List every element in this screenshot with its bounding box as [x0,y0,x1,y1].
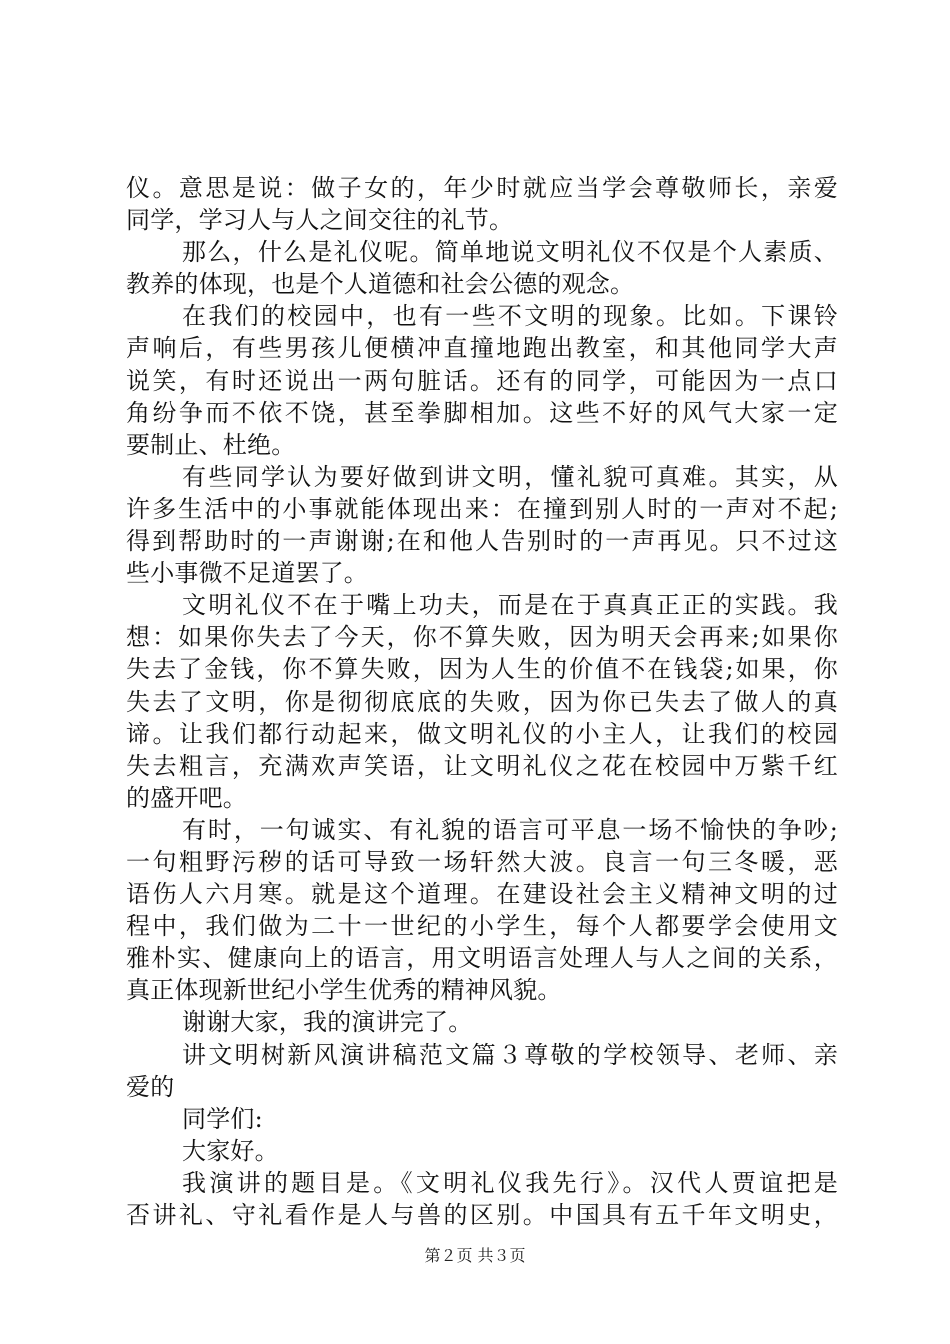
text-line: 我演讲的题目是。《文明礼仪我先行》。汉代人贾谊把是 [182,1168,838,1197]
text-line: 失去粗言，充满欢声笑语，让文明礼仪之花在校园中万紫千红 [126,751,838,780]
text-line: 教养的体现，也是个人道德和社会公德的观念。 [126,270,635,299]
text-line: 雅朴实、健康向上的语言，用文明语言处理人与人之间的关系， [126,944,838,973]
text-line: 要制止、杜绝。 [126,430,296,459]
text-line: 的盛开吧。 [126,783,247,812]
text-line: 那么，什么是礼仪呢。简单地说文明礼仪不仅是个人素质、 [182,238,838,267]
text-line: 爱的 [126,1072,175,1101]
text-line: 在我们的校园中，也有一些不文明的现象。比如。下课铃 [182,302,838,331]
text-line: 谢谢大家，我的演讲完了。 [182,1008,473,1037]
text-line: 同学们: [182,1104,263,1133]
document-body [126,172,838,1231]
text-line: 一句粗野污秽的话可导致一场轩然大波。良言一句三冬暖，恶 [126,847,838,876]
text-line: 有时，一句诚实、有礼貌的语言可平息一场不愉快的争吵; [182,815,838,844]
text-line: 否讲礼、守礼看作是人与兽的区别。中国具有五千年文明史， [126,1201,838,1229]
page-number: 第２页 共３页 [424,1246,526,1265]
text-line: 程中，我们做为二十一世纪的小学生，每个人都要学会使用文 [126,912,838,941]
text-line: 讲文明树新风演讲稿范文篇３尊敬的学校领导、老师、亲 [182,1040,838,1069]
text-line: 失去了文明，你是彻彻底底的失败，因为你已失去了做人的真 [126,687,838,716]
text-line: 得到帮助时的一声谢谢;在和他人告别时的一声再见。只不过这 [126,527,838,556]
text-line: 说笑，有时还说出一两句脏话。还有的同学，可能因为一点口 [126,366,838,395]
text-line: 大家好。 [182,1136,279,1165]
text-line: 仪。意思是说：做子女的，年少时就应当学会尊敬师长，亲爱 [126,174,838,202]
text-line: 失去了金钱，你不算失败，因为人生的价值不在钱袋;如果，你 [126,655,838,684]
text-line: 些小事微不足道罢了。 [126,559,368,588]
text-line: 语伤人六月寒。就是这个道理。在建设社会主义精神文明的过 [126,880,838,909]
text-line: 声响后，有些男孩儿便横冲直撞地跑出教室，和其他同学大声 [126,334,838,363]
text-line: 许多生活中的小事就能体现出来：在撞到别人时的一声对不起; [126,494,838,523]
text-line: 同学，学习人与人之间交往的礼节。 [126,206,514,235]
text-line: 谛。让我们都行动起来，做文明礼仪的小主人，让我们的校园 [126,719,838,748]
text-line: 角纷争而不依不饶，甚至拳脚相加。这些不好的风气大家一定 [126,398,838,427]
text-line: 文明礼仪不在于嘴上功夫，而是在于真真正正的实践。我 [182,591,838,620]
text-line: 有些同学认为要好做到讲文明，懂礼貌可真难。其实，从 [182,462,838,491]
text-line: 想：如果你失去了今天，你不算失败，因为明天会再来;如果你 [126,623,838,652]
text-line: 真正体现新世纪小学生优秀的精神风貌。 [126,976,562,1005]
